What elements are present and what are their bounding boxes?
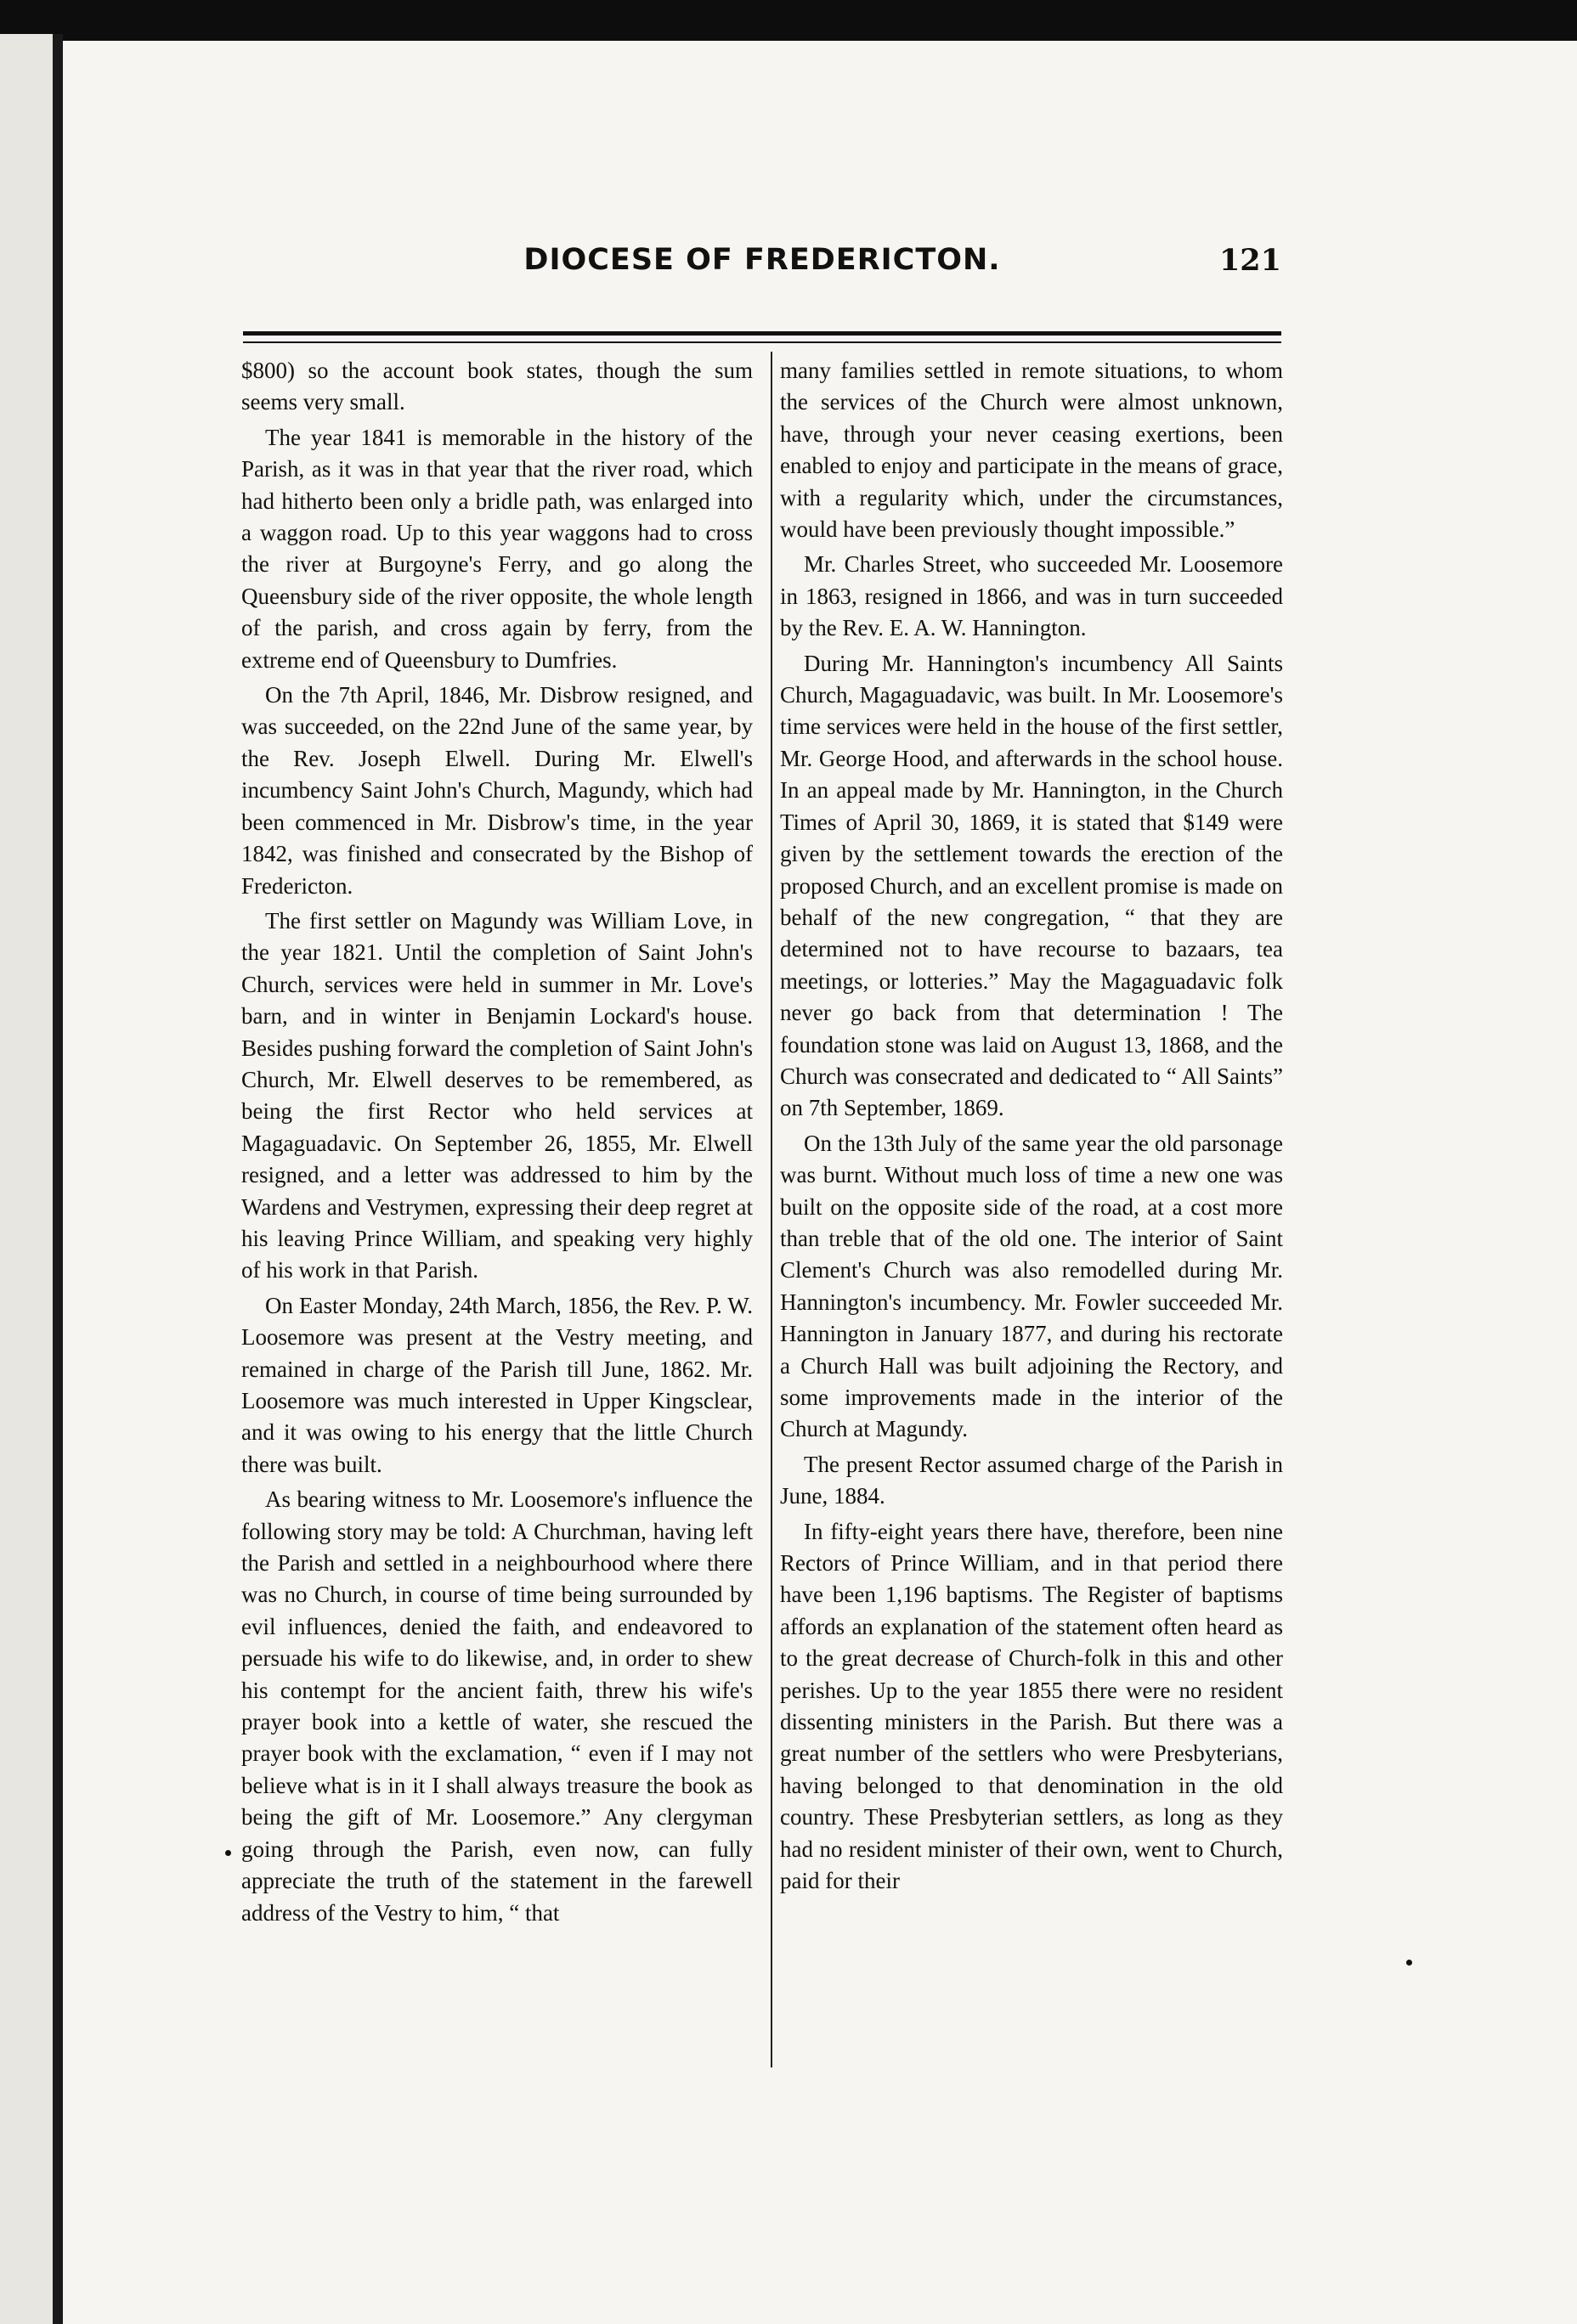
scan-gutter <box>53 34 63 2324</box>
paragraph: The present Rector assumed charge of the Parish in June, 1884. <box>780 1451 1283 1509</box>
paragraph: many families settled in remote situations, to whom the services of the Church were almost unknown, have, through your never ceasing exertions, been enabled to enjoy and participate in the means of grace, with a regularity which, under the circumstances, would have been previously thought impossible.” <box>780 358 1283 543</box>
ink-speck <box>1406 1960 1412 1966</box>
header-rule-thick <box>243 331 1281 336</box>
page-title: DIOCESE OF FREDERICTON. <box>523 243 1001 277</box>
column-divider <box>771 352 772 2067</box>
paragraph: $800) so the account book states, though the sum seems very small. <box>241 358 753 415</box>
header-rule-thin <box>243 341 1281 343</box>
paragraph: Mr. Charles Street, who succeeded Mr. Loosemore in 1863, resigned in 1866, and was in turn succeeded by the Rev. E. A. W. Hannington. <box>780 551 1283 641</box>
page-number: 121 <box>1218 243 1281 278</box>
running-header <box>243 236 1281 304</box>
paragraph: As bearing witness to Mr. Loosemore's influence the following story may be told: A Churchman, having left the Parish and settled in a neighbourhood where there was no Church, in course of time being surrounded by evil influences, denied the faith, and endeavored to persuade his wife to do likewise, and, in order to shew his contempt for the ancient faith, threw his wife's prayer book into a kettle of water, she rescued the prayer book with the exclamation, “ even if I may not believe what is in it I shall always treasure the book as being the gift of Mr. Loosemore.” Any clergyman going through the Parish, even now, can fully appreciate the truth of the statement in the farewell address of the Vestry to him, “ that <box>241 1486 753 1926</box>
paragraph: On Easter Monday, 24th March, 1856, the Rev. P. W. Loosemore was present at the Vestry meeting, and remained in charge of the Parish till June, 1862. Mr. Loosemore was much interested in Upper Kingsclear, and it was owing to his energy that the little Church there was built. <box>241 1292 753 1477</box>
scan-top-border <box>0 0 1577 44</box>
paragraph: On the 7th April, 1846, Mr. Disbrow resigned, and was succeeded, on the 22nd June of the same year, by the Rev. Joseph Elwell. During Mr. Elwell's incumbency Saint John's Church, Magundy, which had been commenced in Mr. Disbrow's time, in the year 1842, was finished and consecrated by the Bishop of Fredericton. <box>241 682 753 899</box>
right-column <box>780 355 1283 1901</box>
paragraph: The first settler on Magundy was William Love, in the year 1821. Until the completion of Saint John's Church, services were held in summer in Mr. Love's barn, and in winter in Benjamin Lockard's house. Besides pushing forward the completion of Saint John's Church, Mr. Elwell deserves to be remembered, as being the first Rector who held services at Magaguadavic. On September 26, 1855, Mr. Elwell resigned, and a letter was addressed to him by the Wardens and Vestrymen, expressing their deep regret at his leaving Prince William, and speaking very highly of his work in that Parish. <box>241 907 753 1283</box>
left-column <box>241 355 753 1932</box>
paragraph: The year 1841 is memorable in the history of the Parish, as it was in that year that the river road, which had hitherto been only a bridle path, was enlarged into a waggon road. Up to this year waggons had to cross the river at Burgoyne's Ferry, and go along the Queensbury side of the river opposite, the whole length of the parish, and cross again by ferry, from the extreme end of Queensbury to Dumfries. <box>241 424 753 673</box>
paragraph: On the 13th July of the same year the old parsonage was burnt. Without much loss of time a new one was built on the opposite side of the road, at a cost more than treble that of the old one. The interior of Saint Clement's Church was also remodelled during Mr. Hannington's incumbency. Mr. Fowler succeeded Mr. Hannington in January 1877, and during his rectorate a Church Hall was built adjoining the Rectory, and some improvements made in the interior of the Church at Magundy. <box>780 1130 1283 1442</box>
ink-speck <box>225 1850 231 1856</box>
paragraph: In fifty-eight years there have, therefore, been nine Rectors of Prince William, and in that period there have been 1,196 baptisms. The Register of baptisms affords an explanation of the statement often heard as to the great decrease of Church-folk in this and other perishes. Up to the year 1855 there were no resident dissenting ministers in the Parish. But there was a great number of the settlers who were Presbyterians, having belonged to that denomination in the old country. These Presbyterian settlers, as long as they had no resident minister of their own, went to Church, paid for their <box>780 1518 1283 1894</box>
paragraph: During Mr. Hannington's incumbency All Saints Church, Magaguadavic, was built. In Mr. Loosemore's time services were held in the house of the first settler, Mr. George Hood, and afterwards in the school house. In an appeal made by Mr. Hannington, in the Church Times of April 30, 1869, it is stated that $149 were given by the settlement towards the erection of the proposed Church, and an excellent promise is made on behalf of the new congregation, “ that they are determined not to have recourse to bazaars, tea meetings, or lotteries.” May the Magaguadavic folk never go back from that determination ! The foundation stone was laid on August 13, 1868, and the Church was consecrated and dedicated to “ All Saints” on 7th September, 1869. <box>780 650 1283 1121</box>
